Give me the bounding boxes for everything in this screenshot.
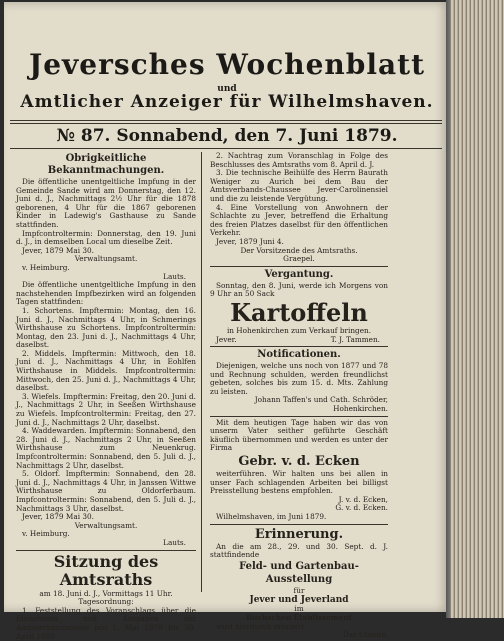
list-item: 2. Nachtrag zum Voranschlag in Folge des Beschlusses des Amtsraths vom 8. April d. J. [210,151,388,169]
heading-firm: Gebr. v. d. Ecken [238,454,360,470]
text-block: weiterführen. Wir halten uns bei allen in unser Fach schlagenden Arbeiten bei billigst Preisstellung bestens empfohlen. [210,469,388,496]
text-block: Mit dem heutigen Tage haben wir das von unserm Vater seither geführte Geschäft käuflich übernommen und werden es unter der Firma [210,417,388,453]
heading-notificationen: Notificationen. [257,349,341,361]
heading-exhibition: Feld- und Gartenbau- [239,560,359,572]
text-block: Tagesordnung: [78,597,134,607]
heading-exhibition-2: Ausstellung [265,573,333,585]
text-block: Sonntag, den 8. Juni, werde ich Morgens von 9 Uhr an 50 Sack [210,280,388,299]
issue-line: № 87. Sonnabend, den 7. Juni 1879. [56,126,398,146]
divider [210,416,388,417]
text-block: Die öffentliche unentgeltliche Impfung in den nachstehenden Impfbezirken wird an folgenden Tagen stattfinden: [16,280,196,307]
masthead-und: und [217,84,237,94]
text-block: Buchschen Etablissement [246,612,352,622]
text-block: Jever, 1879 Mai 30. [22,245,94,255]
divider [210,524,388,525]
heading-region: Jever und Jeverland [249,595,349,606]
list-item: 4. Waddewarden. Impftermin: Sonnabend, den 28. Juni d. J., Nachmittags 2 Uhr, in Seeßen Wirthshause zum Neuenkrug. Impfcontroltermin: Sonnabend, den 5. Juli d. J., Nachmittags 2 Uhr, daselbst. [16,426,196,470]
signature: G. v. d. Ecken. [335,503,388,513]
signature: v. Heimburg. [22,529,70,539]
text-block: Die öffentliche unentgeltliche Impfung in der Gemeinde Sande wird am Donnerstag, den 12. Juni d. J., Nachmittags 2½ Uhr für die 1878 geborenen, 4 Uhr für die 1867 geborenen Kinder in Ladewig's Gasthause zu Sande stattfinden. [16,177,196,229]
masthead-title: Jeversches Wochenblatt [28,48,426,81]
heading-official: Obrigkeitliche Bekanntmachungen. [47,153,165,176]
heading-erinnerung: Erinnerung. [254,526,344,542]
list-item: 5. Oldorf. Impftermin: Sonnabend, den 28. Juni d. J., Nachmittags 4 Uhr, in Janssen Wittwe Wirthshause zu Oldorferbaum. Impfcontroltermin: Sonnabend, den 5. Juli d. J., Nachmittags 3 Uhr, daselbst. [16,469,196,513]
text-block: wird hierdurch erinnert. [216,621,307,631]
signature: Lauts. [163,537,186,547]
header-rule-top-2 [10,123,442,124]
left-column [16,152,196,641]
text-block: im [294,604,304,614]
masthead-subtitle: Amtlicher Anzeiger für Wilhelmshaven. [20,92,434,112]
signature: Lauts. [163,271,186,281]
list-item: 2. Middels. Impftermin: Mittwoch, den 18. Juni d. J., Nachmittags 4 Uhr, in Eohlfen Wirthshause in Middels. Impfcontroltermin: Mittwoch, den 25. Juni d. J., Nachmittags 4 Uhr, daselbst. [16,348,196,393]
divider [210,266,388,267]
list-item: 4. Eine Vorstellung von Anwohnern der Schlachte zu Jever, betreffend die Erhaltung des freien Platzes daselbst für den öffentlichen Verkehr. [210,202,388,238]
book-edge [450,0,504,618]
text-block: Diejenigen, welche uns noch von 1877 und 78 und Rechnung schulden, werden freundlichst gebeten, solches bis zum 15. d. Mts. Zahlung zu leisten. [210,361,388,396]
text-block: Impfcontroltermin: Donnerstag, den 19. Juni d. J., in demselben Local um dieselbe Zeit. [16,228,196,247]
list-item: 3. Die technische Beihülfe des Herrn Baurath Weniger zu Aurich bei dem Bau der Amtsverbands-Chaussee Jever-Carolinensiel und die zu leistende Vergütung. [210,168,388,203]
text-block: am 18. Juni d. J., Vormittags 11 Uhr. [39,588,173,598]
text-block: Verwaltungsamt. [74,520,138,530]
signature: T. J. Tammen. [330,334,380,344]
heading-vergantung: Vergantung. [264,268,334,280]
text-block: Jever. [216,334,237,344]
signature: Das Comite. [342,630,388,640]
header-rule-bottom [10,148,442,149]
text-block: Jever, 1879 Juni 4. [216,236,284,246]
column-divider [201,152,202,592]
signature: J. v. d. Ecken, [338,494,388,504]
text-block: Wilhelmshaven, im Juni 1879. [216,512,327,521]
right-column [210,152,388,640]
heading-kartoffeln: Kartoffeln [230,297,368,327]
signature: Hohenkirchen. [333,404,388,414]
text-block: in Hohenkirchen zum Verkauf bringen. [226,325,372,335]
text-block: An die am 28., 29. und 30. Sept. d. J. stattfindende [210,541,388,560]
text-block: Der Vorsitzende des Amtsraths. [240,245,358,255]
header-rule-top [10,120,442,121]
list-item: 1. Schortens. Impftermin: Montag, den 16. Juni d. J., Nachmittags 4 Uhr, in Schmerings Wirthshause zu Schortens. Impfcontroltermin: Montag, den 23. Juni d. J., Nachmittags 4 Uhr, daselbst. [16,305,196,350]
divider [16,550,196,551]
signature: Johann Taffen's und Cath. Schröder, [254,395,388,405]
text-block: Jever, 1879 Mai 30. [22,512,94,522]
heading-amtsrath: Sitzung des Amtsraths [53,551,159,589]
signature: Graepel. [283,254,315,264]
text-block: für [293,585,305,595]
text-block: Verwaltungsamt. [74,254,138,264]
list-item: 1. Feststellung des Voranschlags über die Einnahmen und Ausgaben der Amtsverbandscasse pro 1. Mai 1879 bis 30. April 1880. [16,605,196,641]
divider [210,346,388,347]
signature: v. Heimburg. [22,262,70,272]
newspaper-page [4,2,450,641]
list-item: 3. Wiefels. Impftermin: Freitag, den 20. Juni d. J., Nachmittags 2 Uhr, in Seeßen Wirthshause zu Wiefels. Impfcontroltermin: Freitag, den 27. Juni d. J., Nachmittags 2 Uhr, daselbst. [16,391,196,427]
